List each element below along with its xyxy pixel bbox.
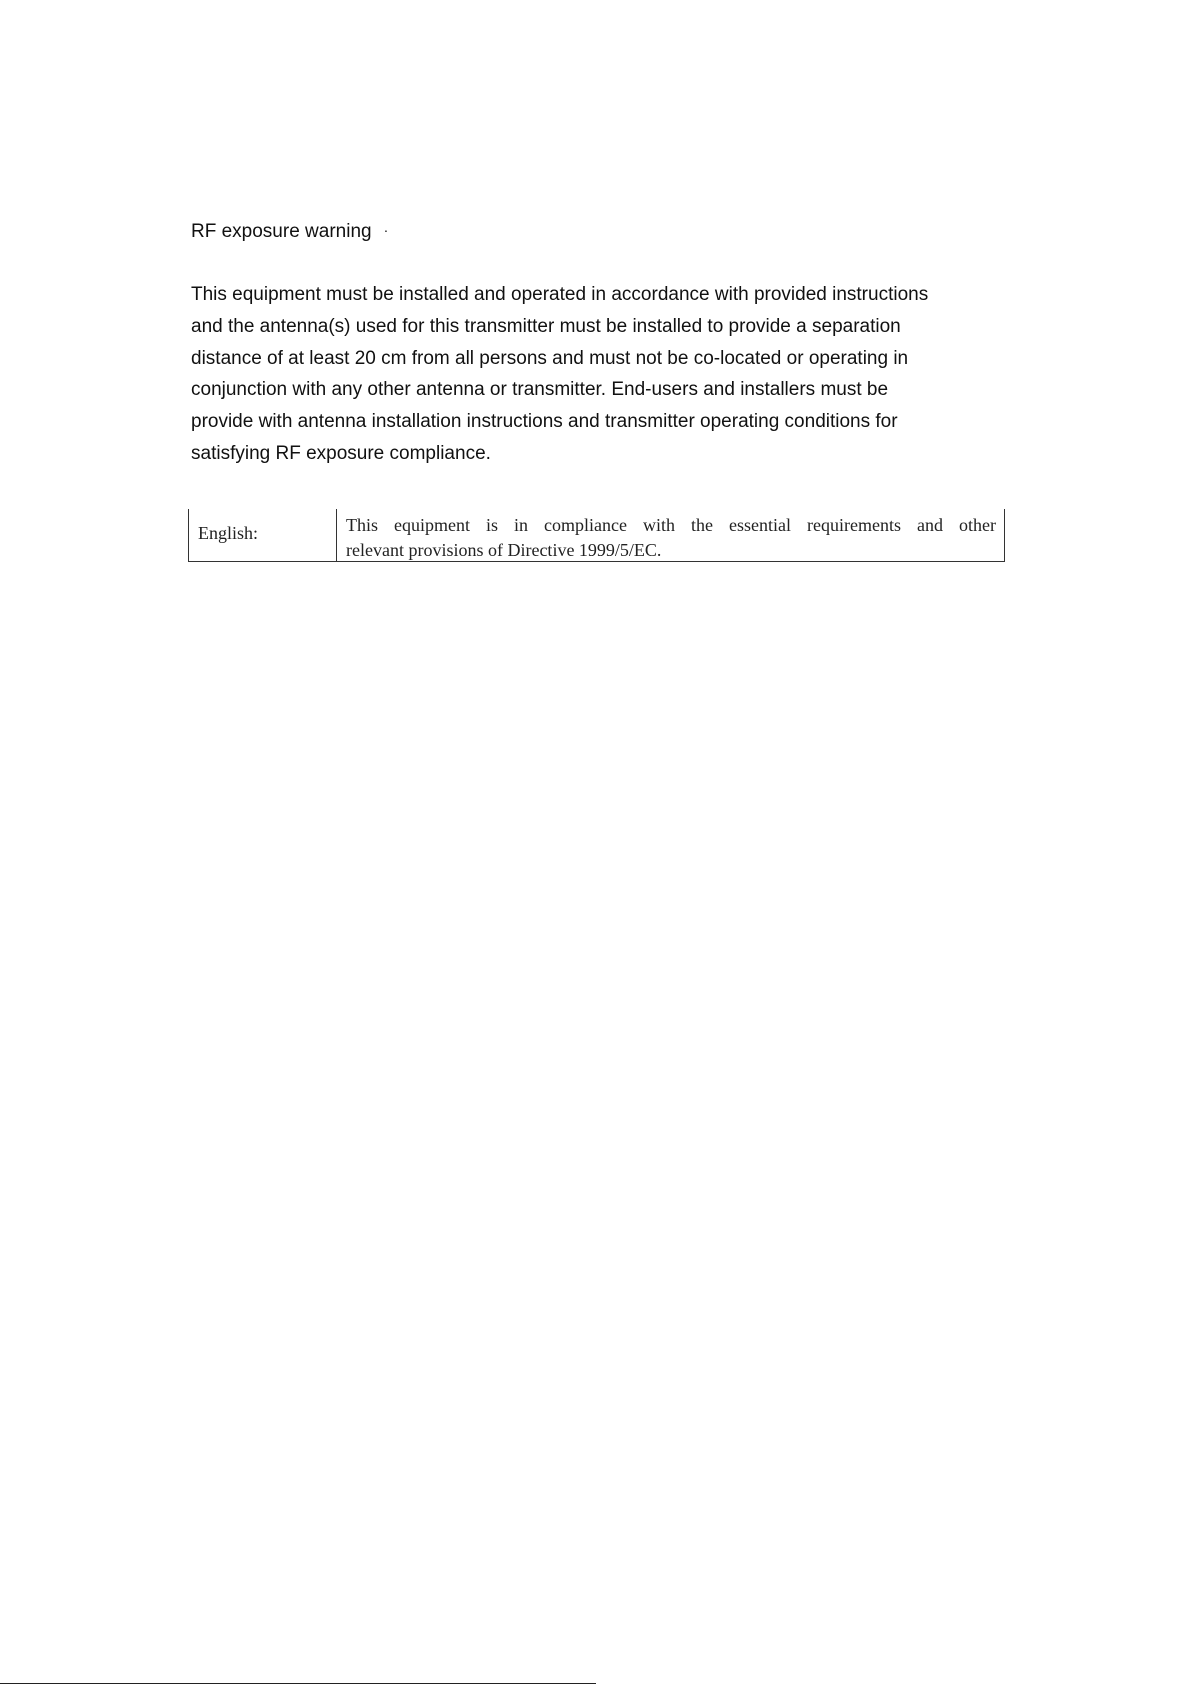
table-border-left	[188, 509, 189, 562]
paragraph-line: conjunction with any other antenna or transmitter. End-users and installers must be	[191, 379, 889, 401]
language-cell: English:	[198, 523, 259, 543]
rf-exposure-paragraph	[191, 279, 1021, 470]
footnote-separator-line	[0, 1683, 596, 1684]
paragraph-line: provide with antenna installation instructions and transmitter operating conditions for	[191, 411, 898, 433]
table-border-right	[1004, 509, 1005, 562]
paragraph-line: and the antenna(s) used for this transmitter must be installed to provide a separation	[191, 315, 901, 337]
rf-exposure-heading	[191, 218, 388, 244]
paragraph-line: distance of at least 20 cm from all persons and must not be co-located or operating in	[191, 347, 909, 369]
statement-line: relevant provisions of Directive 1999/5/EC.	[346, 540, 662, 560]
paragraph-line: This equipment must be installed and operated in accordance with provided instructions	[191, 284, 929, 305]
table-column-divider	[336, 509, 337, 562]
paragraph-line: satisfying RF exposure compliance.	[191, 442, 491, 464]
heading-text: RF exposure warning	[191, 221, 372, 242]
compliance-table	[188, 509, 1005, 562]
statement-line: This equipment is in compliance with the essential requirements and other	[346, 515, 996, 535]
heading-bullet: ·	[383, 222, 389, 238]
statement-cell	[346, 513, 996, 563]
